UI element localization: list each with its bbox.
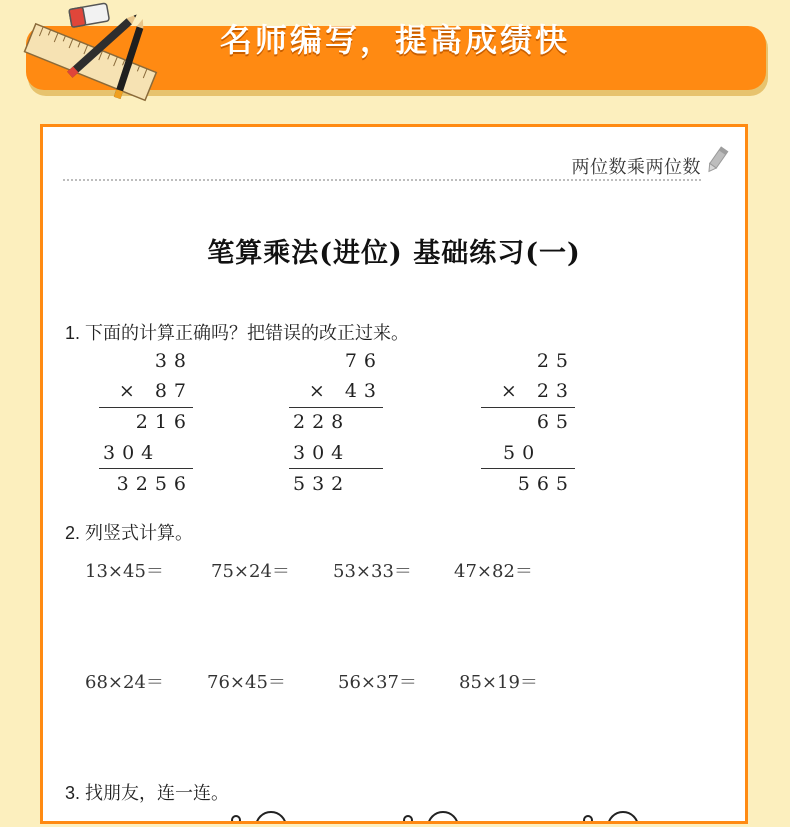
calc-problem-1 — [99, 351, 193, 501]
calc-problem-2 — [289, 351, 383, 501]
calc-1-top: 38 — [154, 350, 193, 372]
calc-2-result: 532 — [293, 473, 351, 495]
banner-title: 名师编写，提高成绩快 — [219, 21, 570, 59]
expression-2: 75×24＝ — [211, 561, 290, 582]
question-2-heading: 2. 列竖式计算。 — [65, 523, 194, 543]
calc-2-partial-2: 304 — [293, 442, 351, 464]
match-bubble — [255, 811, 287, 824]
calc-3-result: 565 — [517, 473, 575, 495]
calc-3-rule-2 — [481, 468, 575, 469]
unit-label: 两位数乘两位数 — [571, 157, 701, 177]
question-1-heading: 1. 下面的计算正确吗？把错误的改正过来。 — [65, 323, 410, 343]
calc-2-rule-1 — [289, 407, 383, 408]
match-dot — [403, 815, 413, 824]
calc-1-rule-1 — [99, 407, 193, 408]
match-dot — [583, 815, 593, 824]
calc-1-result: 3256 — [116, 473, 193, 495]
expression-6: 76×45＝ — [207, 672, 286, 693]
ruler-pencil-eraser-icon — [18, 0, 158, 110]
calc-1-partial-1: 216 — [135, 411, 193, 433]
header-divider — [63, 179, 701, 181]
calc-problem-3 — [481, 351, 575, 501]
expression-1: 13×45＝ — [85, 561, 164, 582]
calc-2-partial-1: 228 — [293, 411, 351, 433]
calc-1-rule-2 — [99, 468, 193, 469]
match-bubble — [427, 811, 459, 824]
expression-4: 47×82＝ — [454, 561, 533, 582]
calc-2-top: 76 — [344, 350, 383, 372]
calc-3-partial-2: 50 — [503, 442, 542, 464]
calc-3-rule-1 — [481, 407, 575, 408]
calc-2-rule-2 — [289, 468, 383, 469]
page-title: 笔算乘法(进位) 基础练习(一) — [207, 238, 581, 269]
calc-1-partial-2: 304 — [103, 442, 161, 464]
expression-8: 85×19＝ — [459, 672, 538, 693]
match-dot — [231, 815, 241, 824]
question-3-heading: 3. 找朋友，连一连。 — [65, 783, 230, 803]
expression-5: 68×24＝ — [85, 672, 164, 693]
match-bubble — [607, 811, 639, 824]
expression-3: 53×33＝ — [333, 561, 412, 582]
worksheet-card — [40, 124, 748, 824]
expression-7: 56×37＝ — [338, 672, 417, 693]
pencil-icon — [703, 145, 731, 175]
calc-2-multiplier: × 43 — [308, 380, 383, 402]
calc-3-partial-1: 65 — [536, 411, 575, 433]
calc-3-multiplier: × 23 — [500, 380, 575, 402]
calc-3-top: 25 — [536, 350, 575, 372]
calc-1-multiplier: × 87 — [118, 380, 193, 402]
